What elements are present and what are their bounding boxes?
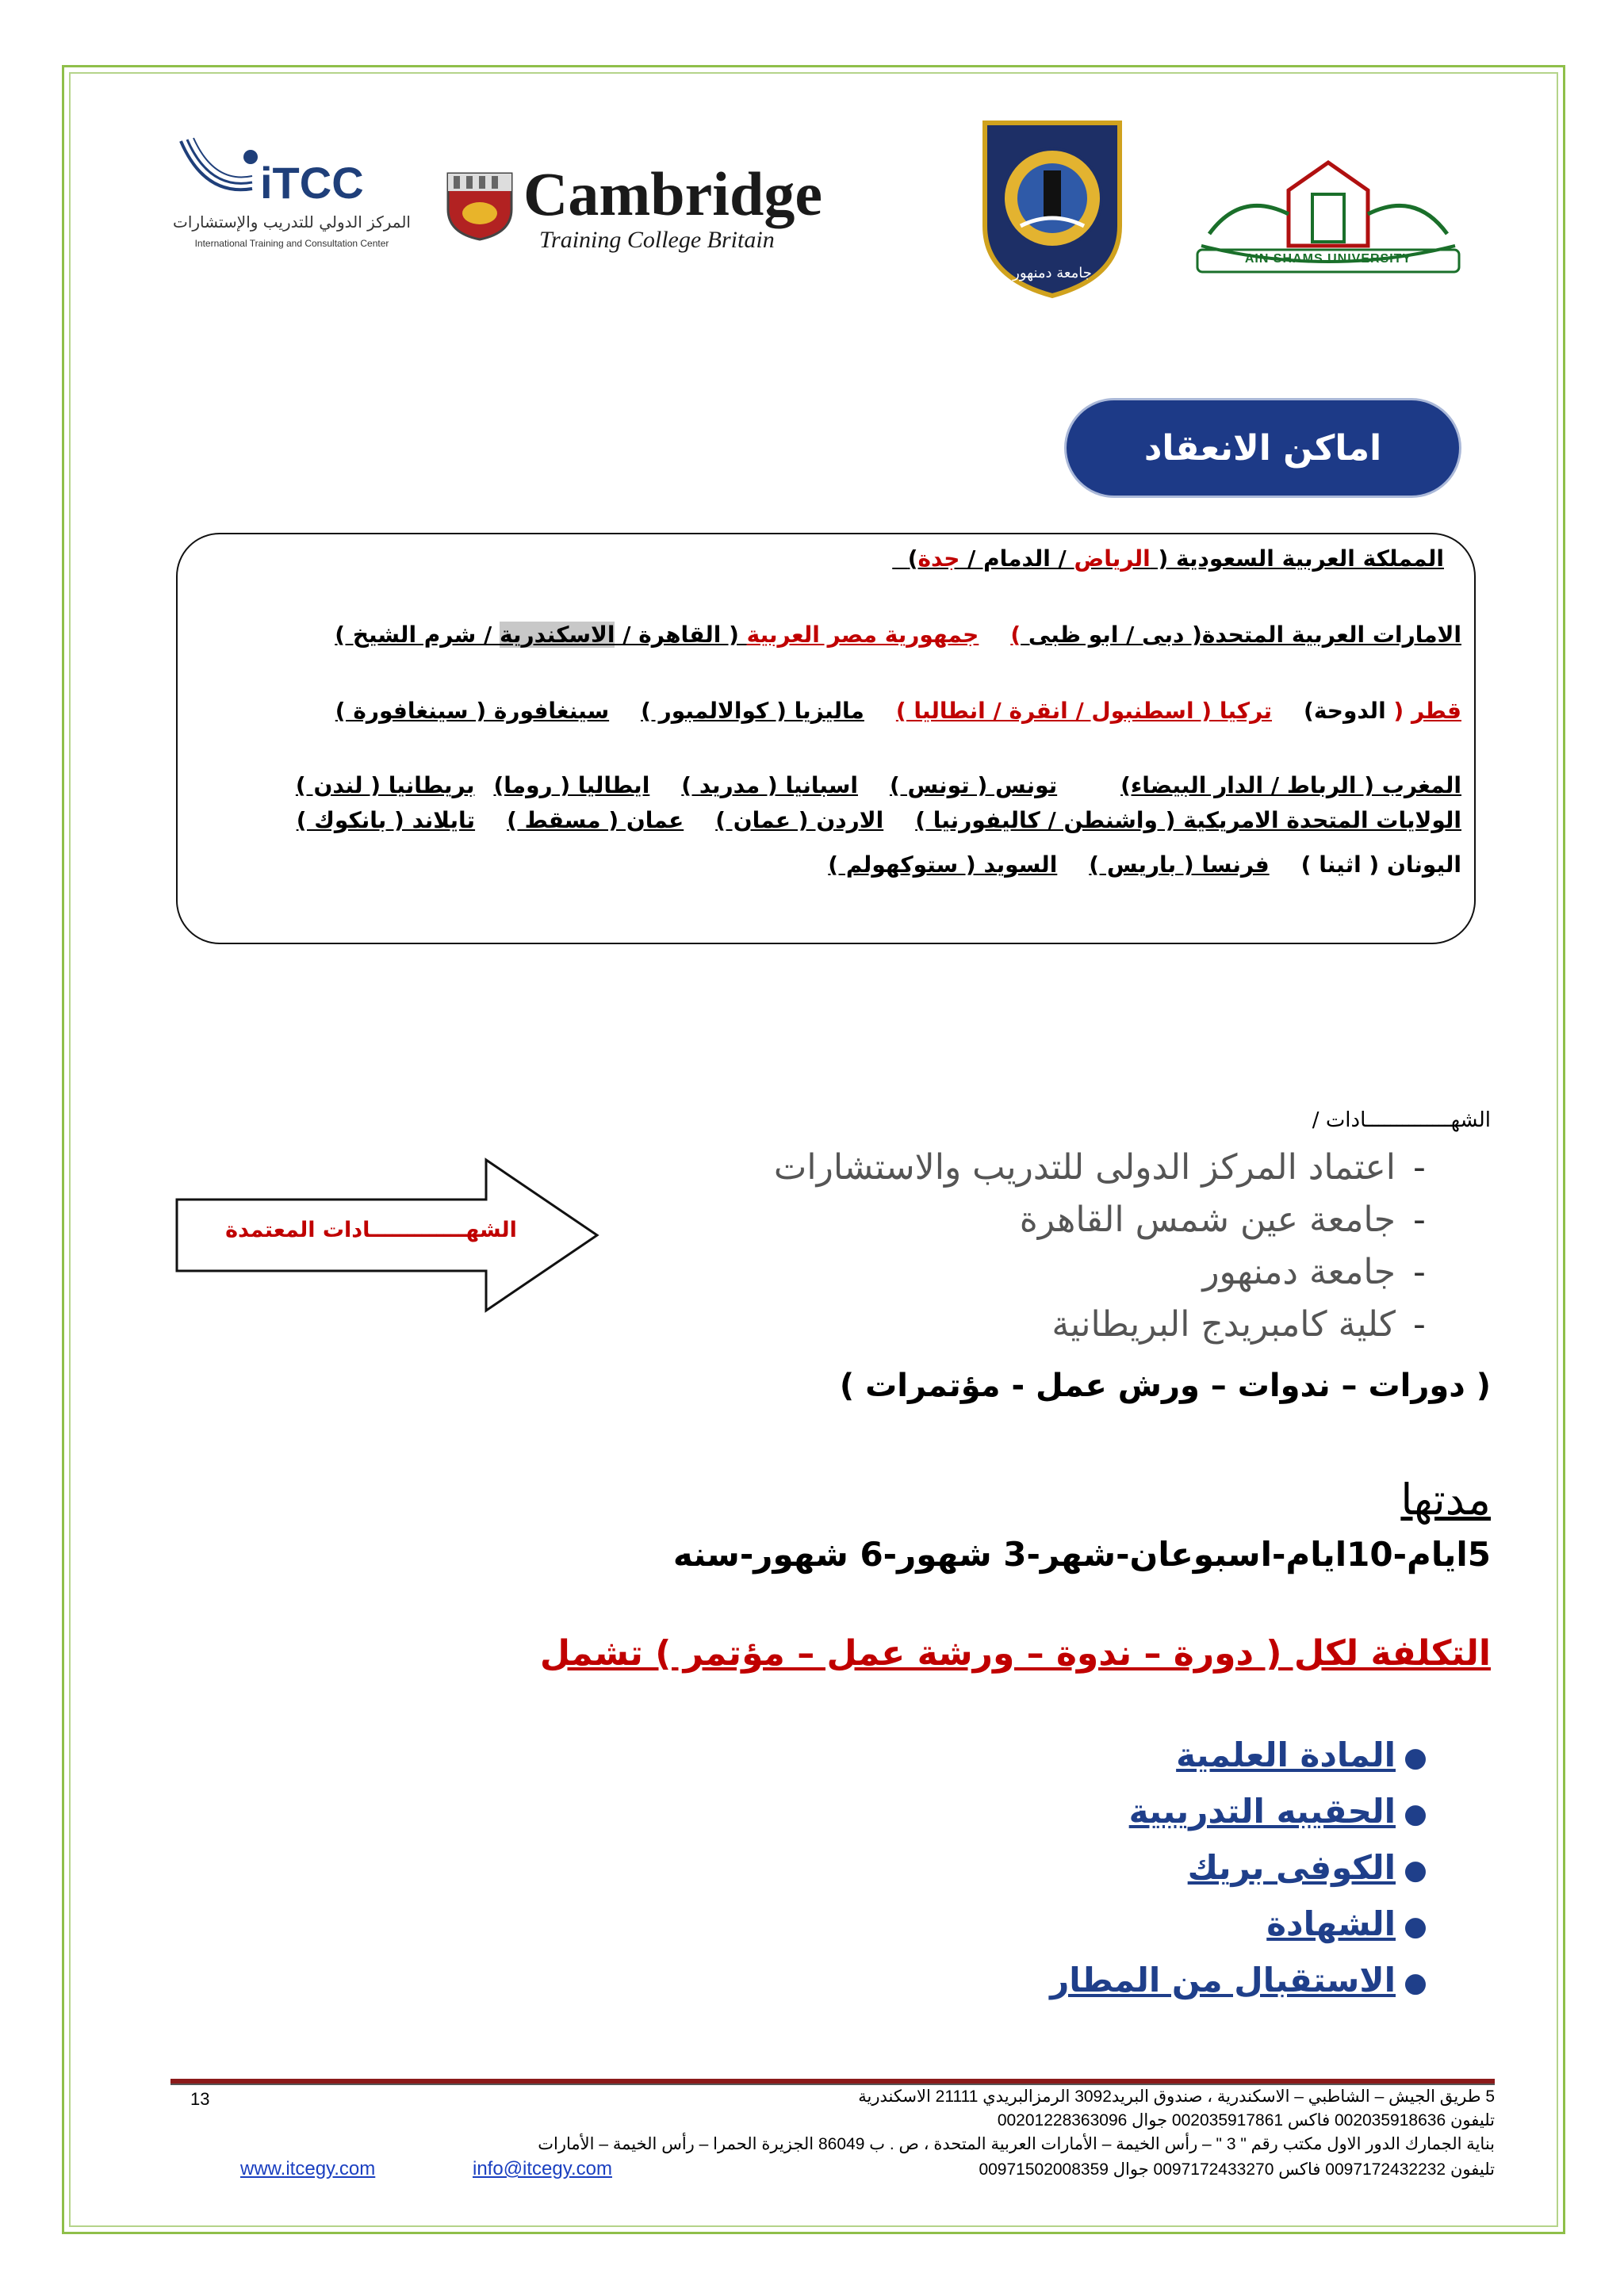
itcc-english-name: International Training and Consultation Center <box>194 238 389 249</box>
venue-line-morocco-europe: المغرب ( الرباط / الدار البيضاء)تونس ( تونس )اسبانيا ( مدريد )ايطاليا ( روما)بريطانيا ( لندن ) <box>295 772 1461 798</box>
certificate-item: -اعتماد المركز الدولى للتدريب والاستشارات <box>773 1147 1426 1188</box>
footer-phones-uae: تليفون 0097172432232 فاكس 0097172433270 جوال 00971502008359 <box>979 2160 1495 2179</box>
email-link[interactable]: info@itcegy.com <box>473 2158 612 2179</box>
footer-address-uae: بناية الجمارك الدور الاول مكتب رقم " 3 " – رأس الخيمة – الأمارات العربية المتحدة ، ص . ب 86049 الجزيرة الحمرا – رأس الخيمة – الأمارات <box>538 2135 1495 2153</box>
itcc-logo <box>173 133 411 260</box>
itcc-arabic-name: المركز الدولي للتدريب والإستشارات <box>173 212 411 232</box>
damanhour-caption: جامعة دمنهور <box>1013 265 1092 281</box>
certificate-item: -جامعة عين شمس القاهرة <box>1019 1200 1426 1240</box>
website-link[interactable]: www.itcegy.com <box>240 2158 376 2179</box>
cambridge-subtitle: Training College Britain <box>539 227 775 253</box>
ain-shams-text: AIN SHAMS UNIVERSITY <box>1244 252 1412 266</box>
cambridge-logo <box>444 159 856 262</box>
cost-title: التكلفة لكل ( دورة – ندوة – ورشة عمل – مؤتمر ) تشمل <box>539 1633 1491 1674</box>
certificates-arrow <box>173 1156 601 1314</box>
ain-shams-logo <box>1193 159 1463 277</box>
include-item: ●المادة العلمية <box>1176 1735 1427 1774</box>
event-types: ( دورات – ندوات – ورش عمل - مؤتمرات ) <box>839 1368 1491 1404</box>
footer-address-alexandria: 5 طريق الجيش – الشاطبي – الاسكندرية ، صندوق البريد3092 الرمزالبريدي 21111 الاسكندرية <box>858 2087 1495 2106</box>
include-item: ●الحقيبه التدريبية <box>1128 1792 1427 1831</box>
venue-line-uae-egypt: الامارات العربية المتحدة( دبى / ابو ظبى )جمهورية مصر العربية ( القاهرة / الاسكندرية / شرم الشيخ ) <box>335 622 1461 648</box>
certificates-heading: الشهــــــــــــــادات / <box>1312 1108 1491 1132</box>
page-number: 13 <box>190 2089 210 2109</box>
itcc-swoosh-icon <box>173 133 260 212</box>
venue-line-usa-middle-east: الولايات المتحدة الامريكية ( واشنطن / كاليفورنيا )الاردن ( عمان )عمان ( مسقط )تايلاند ( بانكوك ) <box>296 807 1461 833</box>
cost-includes-list <box>793 1728 1435 2010</box>
include-item: ●الكوفى بريك <box>1187 1848 1427 1887</box>
include-item: ●الاستقبال من المطار <box>1050 1961 1427 1999</box>
damanhour-university-logo <box>977 115 1128 301</box>
itcc-wordmark: iTCC <box>260 158 364 208</box>
certificate-item: -كلية كامبريدج البريطانية <box>1051 1304 1426 1345</box>
duration-title: مدتها <box>1400 1475 1491 1525</box>
venues-title: اماكن الانعقاد <box>1067 400 1459 496</box>
damanhour-shield-icon <box>977 115 1128 301</box>
certificates-arrow-label: الشهـــــــــــــادات المعتمدة <box>225 1218 517 1242</box>
venue-line-qatar-turkey-asia: قطر ( الدوحة)تركيا ( اسطنبول / انقرة / انطاليا )ماليزيا ( كوالالمبور )سينغافورة ( سينغافورة ) <box>335 698 1461 724</box>
certificate-item: -جامعة دمنهور <box>1202 1252 1426 1292</box>
cambridge-wordmark: Cambridge <box>523 159 822 228</box>
duration-values: 5ايام-10ايام-اسبوعان-شهر-3 شهور-6 شهور-سنه <box>672 1535 1491 1574</box>
certificates-list <box>745 1142 1443 1351</box>
footer-phones-alexandria: تليفون 002035918636 فاكس 002035917861 جوال 00201228363096 <box>997 2111 1495 2130</box>
venues-box <box>176 533 1476 944</box>
venue-line-saudi: المملكة العربية السعودية ( الرياض / الدمام / جدة) <box>907 545 1444 572</box>
footer-divider <box>170 2079 1495 2085</box>
include-item: ●الشهادة <box>1266 1904 1427 1943</box>
footer-contact <box>444 2087 1495 2198</box>
venue-line-greece-france-sweden: اليونان ( اثينا )فرنسا ( باريس )السويد ( ستوكهولم ) <box>828 851 1461 878</box>
cambridge-crest-icon <box>444 170 515 241</box>
